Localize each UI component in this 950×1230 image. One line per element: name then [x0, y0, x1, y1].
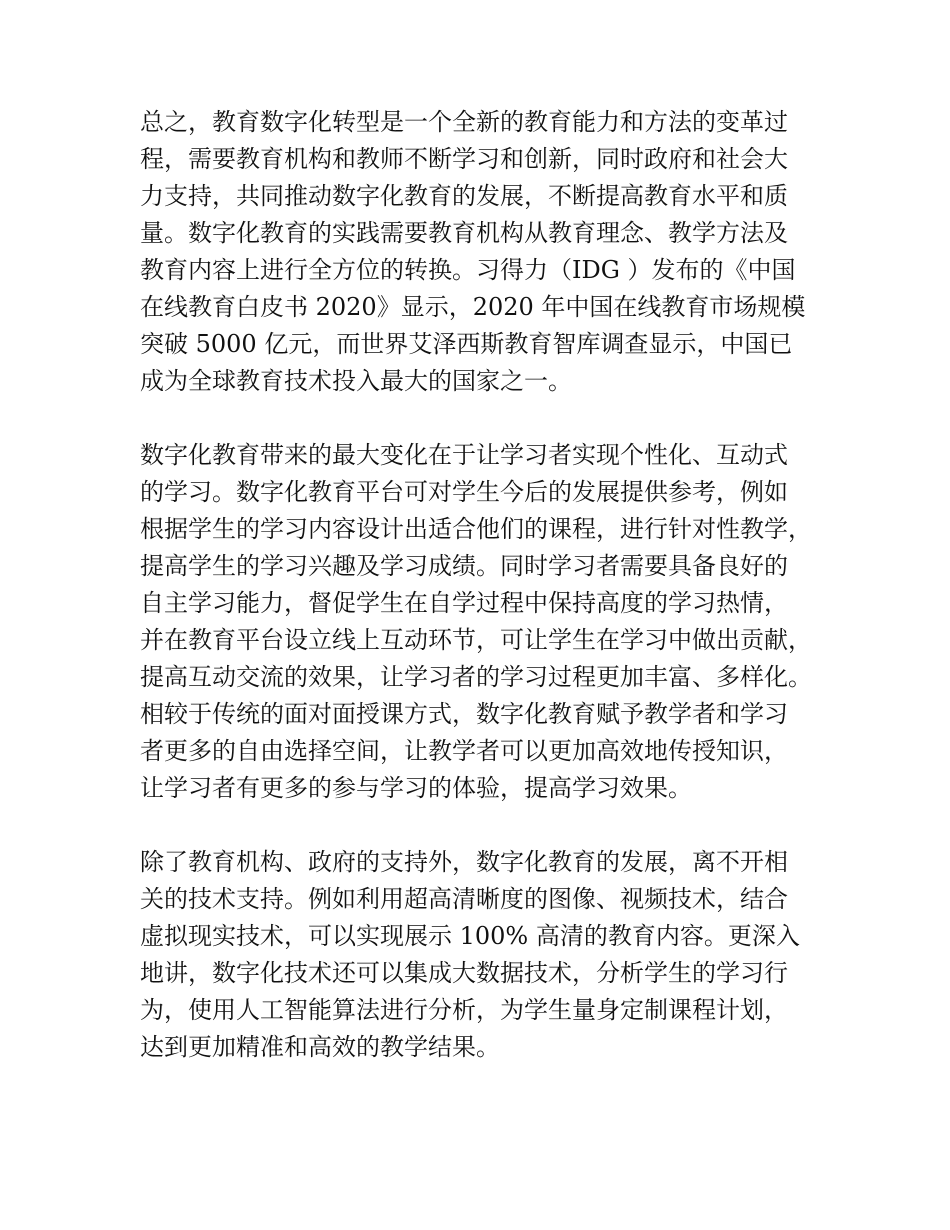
- text-line: 成为全球教育技术投入最大的国家之一。: [140, 367, 572, 395]
- text-line: 力支持，共同推动数字化教育的发展，不断提高教育水平和质: [140, 182, 788, 210]
- text-line: 地讲，数字化技术还可以集成大数据技术，分析学生的学习行: [140, 959, 788, 987]
- document-body: [140, 104, 830, 1103]
- text-line: 自主学习能力，督促学生在自学过程中保持高度的学习热情，: [140, 589, 788, 617]
- text-line: 相较于传统的面对面授课方式，数字化教育赋予教学者和学习: [140, 700, 788, 728]
- paragraph-2: [140, 437, 830, 807]
- text-line: 根据学生的学习内容设计出适合他们的课程，进行针对性教学，: [140, 515, 812, 543]
- text-line: 为，使用人工智能算法进行分析，为学生量身定制课程计划，: [140, 996, 788, 1024]
- paragraph-1: [140, 104, 830, 400]
- text-line: 数字化教育带来的最大变化在于让学习者实现个性化、互动式: [140, 441, 788, 469]
- text-line: 教育内容上进行全方位的转换。习得力（IDG ）发布的《中国: [140, 256, 796, 284]
- text-line: 达到更加精准和高效的教学结果。: [140, 1033, 500, 1061]
- text-line: 在线教育白皮书 2020》显示，2020 年中国在线教育市场规模: [140, 293, 806, 321]
- paragraph-3: [140, 844, 830, 1066]
- text-line: 量。数字化教育的实践需要教育机构从教育理念、教学方法及: [140, 219, 788, 247]
- text-line: 的学习。数字化教育平台可对学生今后的发展提供参考，例如: [140, 478, 788, 506]
- text-line: 者更多的自由选择空间，让教学者可以更加高效地传授知识，: [140, 737, 788, 765]
- text-line: 总之，教育数字化转型是一个全新的教育能力和方法的变革过: [140, 108, 788, 136]
- text-line: 关的技术支持。例如利用超高清晰度的图像、视频技术，结合: [140, 885, 788, 913]
- text-line: 突破 5000 亿元，而世界艾泽西斯教育智库调查显示，中国已: [140, 330, 793, 358]
- text-line: 并在教育平台设立线上互动环节，可让学生在学习中做出贡献，: [140, 626, 812, 654]
- text-line: 提高学生的学习兴趣及学习成绩。同时学习者需要具备良好的: [140, 552, 788, 580]
- text-line: 虚拟现实技术，可以实现展示 100% 高清的教育内容。更深入: [140, 922, 800, 950]
- text-line: 除了教育机构、政府的支持外，数字化教育的发展，离不开相: [140, 848, 788, 876]
- text-line: 让学习者有更多的参与学习的体验，提高学习效果。: [140, 774, 692, 802]
- text-line: 提高互动交流的效果，让学习者的学习过程更加丰富、多样化。: [140, 663, 812, 691]
- text-line: 程，需要教育机构和教师不断学习和创新，同时政府和社会大: [140, 145, 788, 173]
